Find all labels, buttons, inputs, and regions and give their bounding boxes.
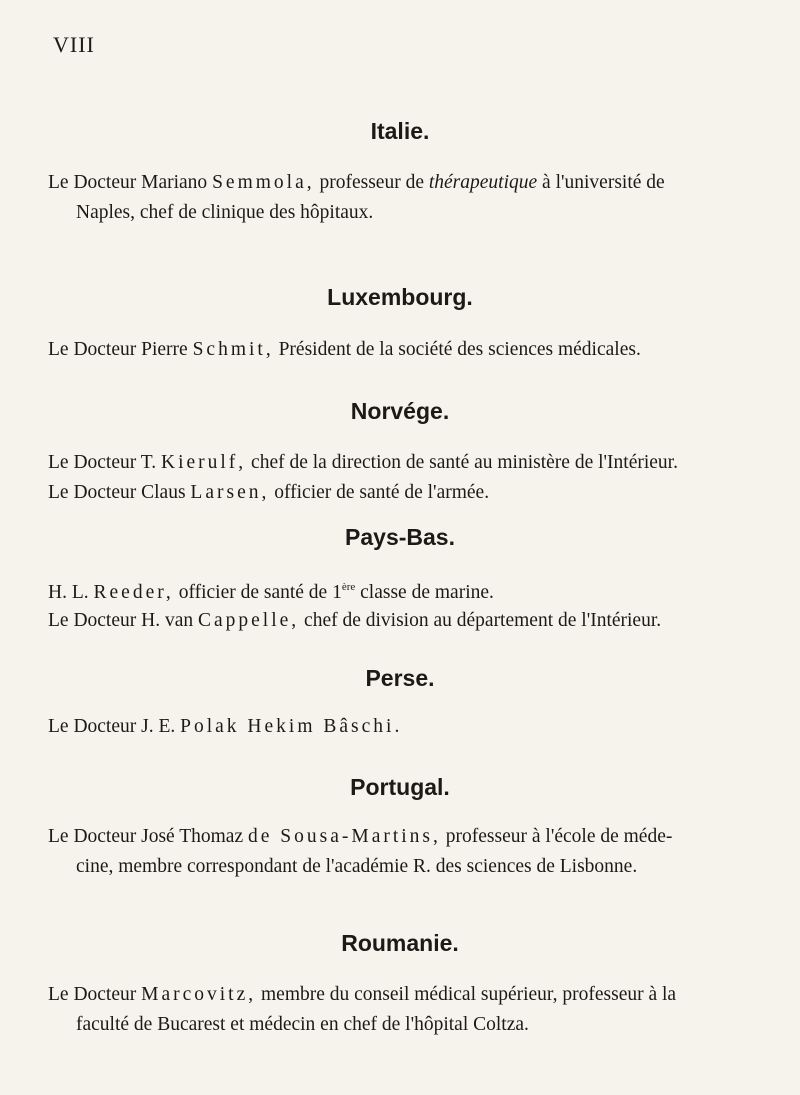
- entry-italic-text: thérapeutique: [428, 172, 538, 193]
- heading-perse: Perse.: [365, 665, 435, 691]
- person-name: Larsen,: [190, 482, 270, 503]
- person-name: Semmola,: [212, 172, 315, 193]
- entry-schmit: [48, 335, 768, 365]
- heading-roumanie: Roumanie.: [341, 930, 459, 956]
- entry-text: professeur de: [314, 172, 429, 193]
- entry-text: Le Docteur H. van: [48, 610, 198, 631]
- entry-semmola: [48, 168, 773, 228]
- entry-larsen: [48, 478, 768, 508]
- entry-text: officier de santé de l'armée.: [269, 482, 490, 503]
- entry-reeder: [48, 572, 768, 608]
- heading-italie: Italie.: [370, 118, 430, 144]
- heading-norvege: Norvége.: [350, 398, 450, 424]
- entry-text: Le Docteur Claus: [48, 482, 191, 503]
- entry-text: Le Docteur José Thomaz: [48, 826, 248, 847]
- person-name: Reeder,: [93, 582, 174, 603]
- entry-continuation: cine, membre correspondant de l'académie R. des sciences de Lisbonne.: [76, 856, 638, 877]
- entry-text: Le Docteur: [48, 984, 142, 1005]
- entry-text: membre du conseil médical supérieur, professeur à la: [256, 984, 677, 1005]
- person-name: Polak Hekim Bâschi.: [180, 716, 403, 737]
- entry-continuation: faculté de Bucarest et médecin en chef de l'hôpital Coltza.: [76, 1014, 529, 1035]
- person-name: Schmit,: [192, 339, 274, 360]
- entry-polak: [48, 712, 768, 742]
- person-name: Cappelle,: [197, 610, 300, 631]
- entry-text: Le Docteur Pierre: [48, 339, 193, 360]
- entry-continuation: Naples, chef de clinique des hôpitaux.: [76, 202, 374, 223]
- heading-luxembourg: Luxembourg.: [327, 284, 473, 310]
- entry-text: Le Docteur J. E.: [48, 716, 181, 737]
- person-name: Marcovitz,: [141, 984, 257, 1005]
- entry-text: officier de santé de 1: [173, 582, 342, 603]
- person-name: Kierulf,: [160, 452, 247, 473]
- entry-kierulf: [48, 448, 768, 478]
- entry-sousa-martins: [48, 822, 773, 882]
- entry-marcovitz: [48, 980, 773, 1040]
- entry-text: à l'université de: [537, 172, 665, 193]
- person-name: de Sousa-Martins,: [248, 826, 441, 847]
- entry-text: chef de la direction de santé au ministère de l'Intérieur.: [246, 452, 678, 473]
- heading-portugal: Portugal.: [350, 774, 450, 800]
- entry-text: professeur à l'école de méde-: [440, 826, 673, 847]
- page-number: VIII: [53, 32, 95, 57]
- entry-text: Président de la société des sciences médicales.: [273, 339, 641, 360]
- entry-text: H. L.: [48, 582, 94, 603]
- entry-text: Le Docteur Mariano: [48, 172, 213, 193]
- heading-pays-bas: Pays-Bas.: [345, 524, 455, 550]
- entry-text: chef de division au département de l'Intérieur.: [299, 610, 662, 631]
- entry-text: classe de marine.: [355, 582, 494, 603]
- entry-cappelle: [48, 606, 768, 636]
- entry-text: Le Docteur T.: [48, 452, 161, 473]
- superscript: ère: [341, 581, 356, 593]
